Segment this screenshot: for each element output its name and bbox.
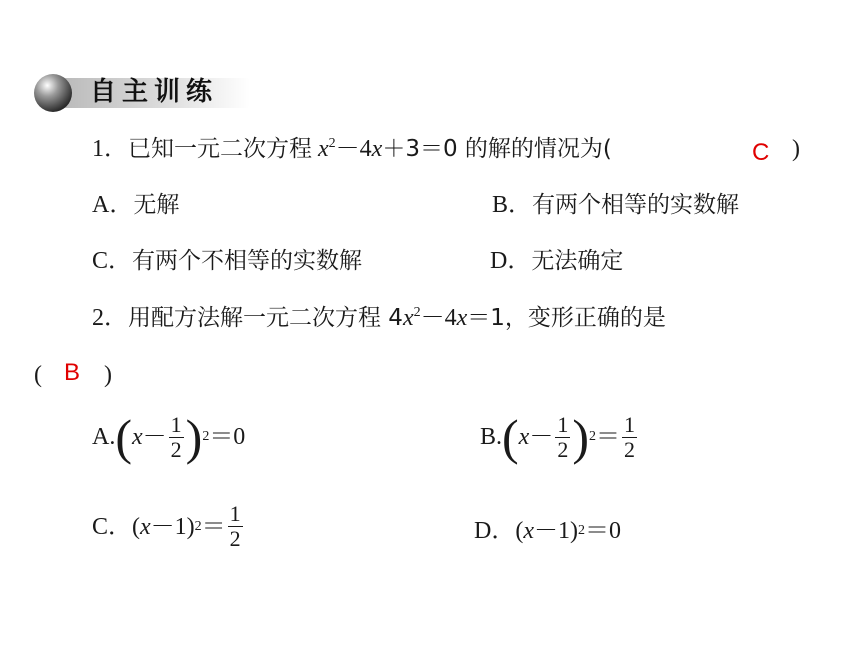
q2-number: 2．	[92, 305, 128, 331]
q2-close-paren: )	[104, 362, 112, 388]
q2-open-paren: (	[34, 362, 42, 388]
q2-option-a[interactable]: A. ( x － $\frac{1}{2}$ ) 2 ＝0	[92, 409, 246, 465]
q2-tail: ＝1，变形正确的是	[467, 305, 666, 331]
q2-var2: x	[456, 305, 468, 331]
q2-exponent: 2	[413, 305, 421, 320]
q2-option-c[interactable]: C． ( x － 1 ) 2 ＝ $\frac{1}{2}$	[92, 501, 241, 551]
fraction-half-rhs: $\frac{1}{2}$	[623, 411, 635, 462]
question-2	[92, 303, 666, 333]
q1-stem: 已知一元二次方程	[128, 136, 312, 162]
q1-close-paren: )	[792, 136, 800, 162]
q1-option-b[interactable]: B．有两个相等的实数解	[492, 192, 740, 218]
q2-stem: 用配方法解一元二次方程 4	[128, 305, 403, 331]
q1-answer: C	[752, 139, 770, 166]
q1-var2: x	[371, 136, 383, 162]
q2-answer: B	[64, 359, 81, 386]
fraction-half: $\frac{1}{2}$	[229, 501, 241, 551]
q1-option-a[interactable]: A．无解	[92, 192, 180, 218]
section-banner	[34, 70, 250, 114]
q2-option-b[interactable]: B. ( x － $\frac{1}{2}$ ) 2 ＝ $\frac{1}{2}$	[480, 409, 635, 465]
sphere-icon	[34, 74, 72, 112]
q1-option-d[interactable]: D．无法确定	[490, 248, 624, 274]
question-1	[92, 134, 612, 164]
q2-term: －4	[420, 305, 457, 331]
q1-option-c[interactable]: C．有两个不相等的实数解	[92, 248, 363, 274]
q1-number: 1．	[92, 136, 128, 162]
q1-exponent: 2	[328, 136, 336, 151]
fraction-half: $\frac{1}{2}$	[557, 411, 569, 462]
q1-term: －4	[335, 136, 372, 162]
q2-option-d[interactable]: D． ( x － 1 ) 2 ＝0	[474, 518, 621, 544]
fraction-half: $\frac{1}{2}$	[170, 411, 182, 462]
section-title: 自主训练	[90, 77, 219, 107]
q1-var: x	[318, 136, 329, 162]
q1-tail: ＋3＝0 的解的情况为(	[382, 136, 612, 162]
q2-var: x	[402, 305, 414, 331]
